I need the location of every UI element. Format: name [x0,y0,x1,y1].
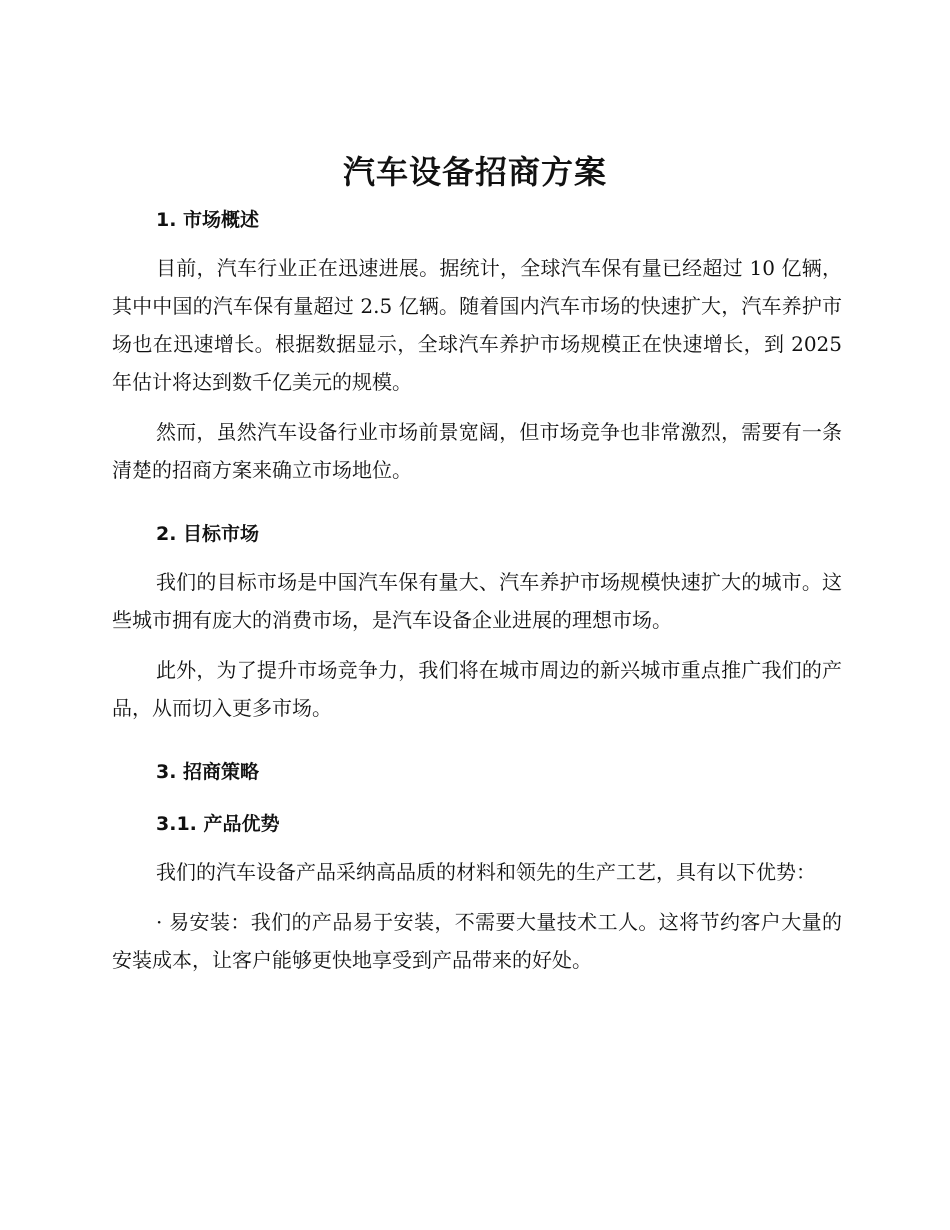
paragraph: 然而，虽然汽车设备行业市场前景宽阔，但市场竞争也非常激烈，需要有一条清楚的招商方案来确立市场地位。 [112,420,842,482]
paragraph: 目前，汽车行业正在迅速进展。据统计，全球汽车保有量已经超过 10 亿辆，其中中国的汽车保有量超过 2.5 亿辆。随着国内汽车市场的快速扩大，汽车养护市场也在迅速增长。根据数据显示，全球汽车养护市场规模正在快速增长，到 2025 年估计将达到数千亿美元的规模。 [112,256,842,394]
section-heading: 3. 招商策略 [156,761,260,783]
paragraph: 我们的汽车设备产品采纳高品质的材料和领先的生产工艺，具有以下优势： [156,860,816,884]
document-title: 汽车设备招商方案 [342,153,607,191]
section-target-market [112,517,842,727]
section-investment-strategy [112,755,842,979]
section-market-overview [112,203,842,489]
paragraph: 我们的目标市场是中国汽车保有量大、汽车养护市场规模快速扩大的城市。这些城市拥有庞大的消费市场，是汽车设备企业进展的理想市场。 [112,570,842,632]
paragraph: 此外，为了提升市场竞争力，我们将在城市周边的新兴城市重点推广我们的产品，从而切入更多市场。 [112,658,842,720]
section-heading: 1. 市场概述 [156,209,260,231]
section-heading: 2. 目标市场 [156,523,260,545]
document-body [112,203,842,979]
subsection-heading: 3.1. 产品优势 [156,813,280,835]
bullet-paragraph: · 易安装：我们的产品易于安装，不需要大量技术工人。这将节约客户大量的安装成本，让客户能够更快地享受到产品带来的好处。 [112,910,842,972]
